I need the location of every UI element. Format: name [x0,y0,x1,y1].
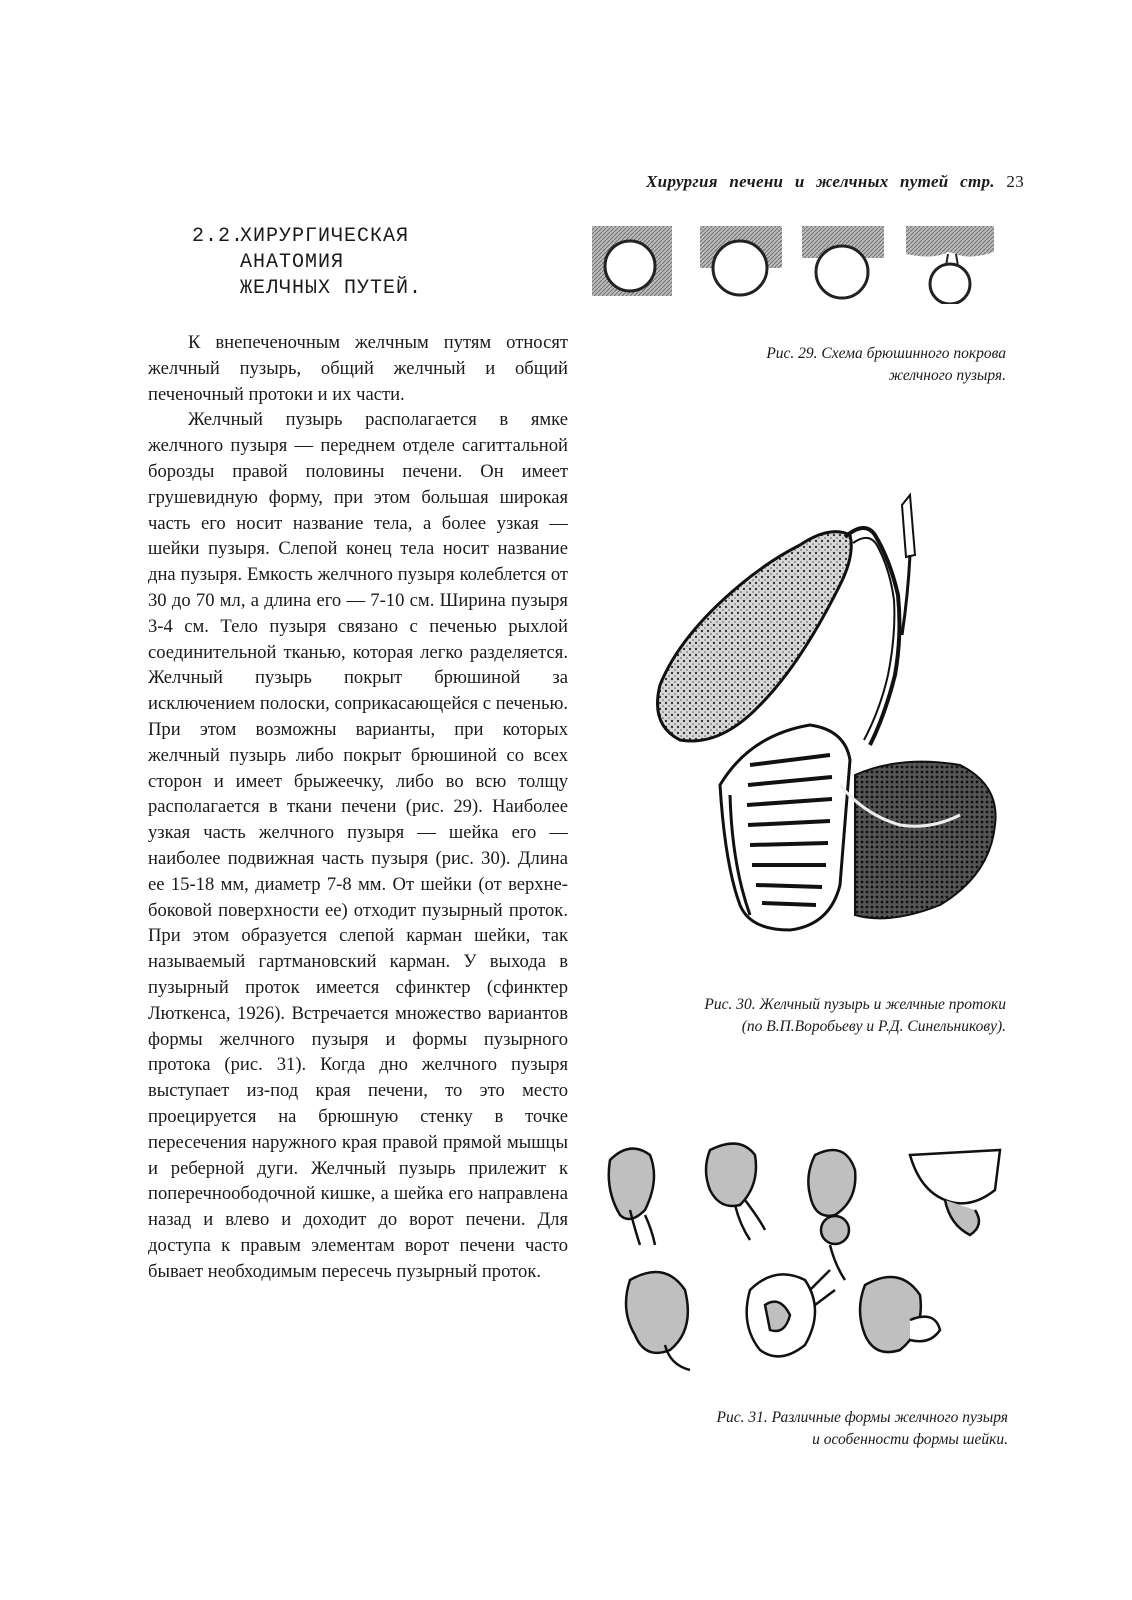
section-title-line3: ЖЕЛЧНЫХ ПУТЕЙ. [240,277,423,300]
body-text [148,330,568,1284]
figure-30-illustration [640,485,1010,945]
figure-29-caption-line1: Рис. 29. Схема брюшинного покрова [766,345,1006,362]
shape-5 [626,1272,688,1353]
figure-30-caption-line2: (по В.П.Воробьеву и Р.Д. Синельникову). [741,1018,1006,1035]
figure-31-caption-line2: и особенности формы шейки. [812,1431,1008,1448]
shape-3 [808,1150,855,1216]
shape-4 [910,1150,1000,1203]
figure-31-caption [588,1407,1008,1451]
paragraph-2: Желчный пузырь располагается в ямке желчного пузыря — переднем отделе сагиттальной борозды правой половины печени. Он имеет грушевидную форму, при этом большая широкая часть его носит название тела, а более узкая — шейки пузыря. Слепой конец тела носит название дна пузыря. Емкость желчного пузыря колеблется от 30 до 70 мл, а длина его — 7-10 см. Ширина пузыря 3-4 см. Тело пузыря связано с печенью рыхлой соединительной тканью, которая легко разделяется. Желчный пузырь покрыт брюшиной за исключением полоски, соприкасающейся с печенью. При этом возможны варианты, при которых желчный пузырь либо покрыт брюшиной со всех сторон и имеет брыжеечку, либо во всю толщу располагается в ткани печени (рис. 29). Наиболее узкая часть желчного пузыря — шейка его — наиболее подвижная часть пузыря (рис. 30). Длина ее 15-18 мм, диаметр 7-8 мм. От шейки (от верхне-боковой поверхности ее) отходит пузырный проток. При этом образуется слепой карман шейки, так называемый гартмановский карман. У выхода в пузырный проток имеется сфинктер (сфинктер Люткенса, 1926). Встречается множество вариантов формы желчного пузыря и формы пузырного протока (рис. 31). Когда дно желчного пузыря выступает из-под края печени, то это место проецируется на брюшную стенку в точке пересечения наружного края правой прямой мышцы и реберной дуги. Желчный пузырь прилежит к поперечноободочной кишке, а шейка его направлена назад и влево и доходит до ворот печени. Для доступа к правым элементам ворот печени часто бывает необходимым пересечь пузырный проток. [148,409,569,1282]
figure-29-illustration [590,224,1010,304]
paragraph-1: К внепеченочным желчным путям относят желчный пузырь, общий желчный и общий печеночный протоки и их части. [148,332,568,405]
figure-29-caption [646,343,1006,387]
running-header-title: Хирургия печени и желчных путей стр. [646,172,995,191]
running-header [646,172,1024,192]
scheme-mesentery [906,226,994,304]
gallbladder-body [658,532,852,741]
section-title-line1: ХИРУРГИЧЕСКАЯ [240,225,410,248]
pancreas [855,762,996,919]
figure-31-caption-line1: Рис. 31. Различные формы желчного пузыря [716,1409,1008,1426]
duodenum [720,725,850,930]
figure-29-caption-line2: желчного пузыря. [888,367,1006,384]
scheme-embedded [592,226,672,296]
figure-30-caption [586,994,1006,1038]
section-heading [192,224,522,302]
scheme-partial-1 [700,226,782,295]
shape-2 [706,1144,756,1206]
figure-31-illustration [590,1130,1010,1380]
section-title-line2: АНАТОМИЯ [240,251,345,274]
scheme-partial-2 [802,226,884,298]
figure-30-caption-line1: Рис. 30. Желчный пузырь и желчные протоки [704,996,1006,1013]
shape-1 [609,1149,654,1219]
section-number: 2.2. [192,225,245,248]
page-number: 23 [1006,172,1024,191]
